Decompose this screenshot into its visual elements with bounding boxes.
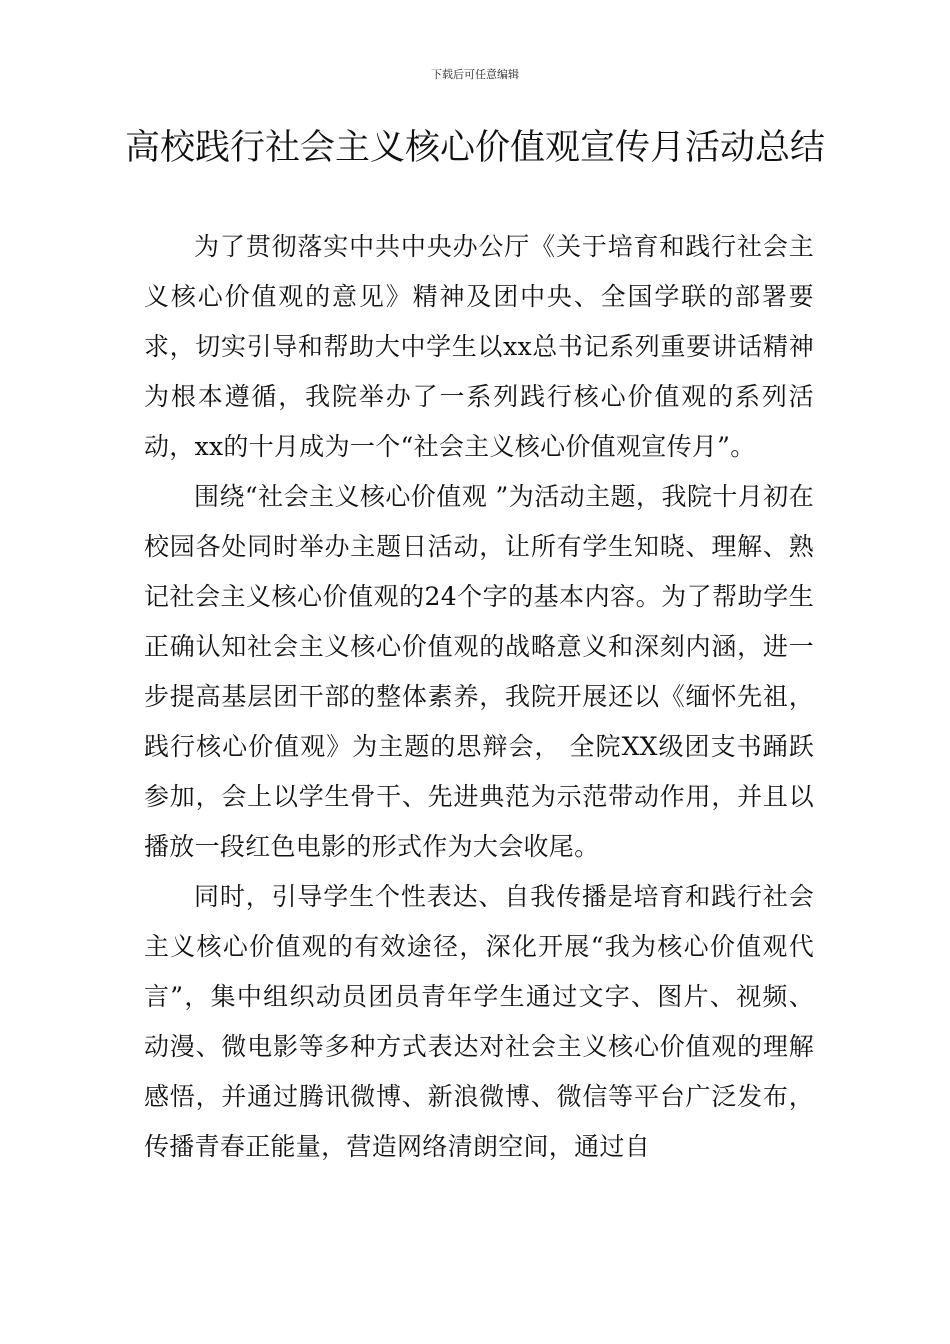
paragraph-2: 围绕“社会主义核心价值观 ”为活动主题，我院十月初在校园各处同时举办主题日活动，让所有学生知晓、理解、熟记社会主义核心价值观的24个字的基本内容。为了帮助学生正确认知社会主义核心价值观的战略意义和深刻内涵，进一步提高基层团干部的整体素养，我院开展还以《缅怀先祖，践行核心价值观》为主题的思辩会， 全院XX级团支书踊跃参加，会上以学生骨干、先进典范为示范带动作用，并且以播放一段红色电影的形式作为大会收尾。 [144, 482, 814, 861]
paragraph-3: 同时，引导学生个性表达、自我传播是培育和践行社会主义核心价值观的有效途径，深化开展“我为核心价值观代言”，集中组织动员团员青年学生通过文字、图片、视频、动漫、微电影等多种方式表达对社会主义核心价值观的理解感悟，并通过腾讯微博、新浪微博、微信等平台广泛发布，传播青春正能量，营造网络清朗空间，通过自 [144, 882, 814, 1161]
header-note: 下载后可任意编辑 [431, 68, 519, 81]
document-body [144, 222, 814, 1172]
document-title: 高校践行社会主义核心价值观宣传月活动总结 [124, 128, 825, 168]
paragraph-1: 为了贯彻落实中共中央办公厅《关于培育和践行社会主义核心价值观的意见》精神及团中央、全国学联的部署要求，切实引导和帮助大中学生以xx总书记系列重要讲话精神为根本遵循，我院举办了一系列践行核心价值观的系列活动，xx的十月成为一个“社会主义核心价值观宣传月”。 [144, 232, 814, 461]
